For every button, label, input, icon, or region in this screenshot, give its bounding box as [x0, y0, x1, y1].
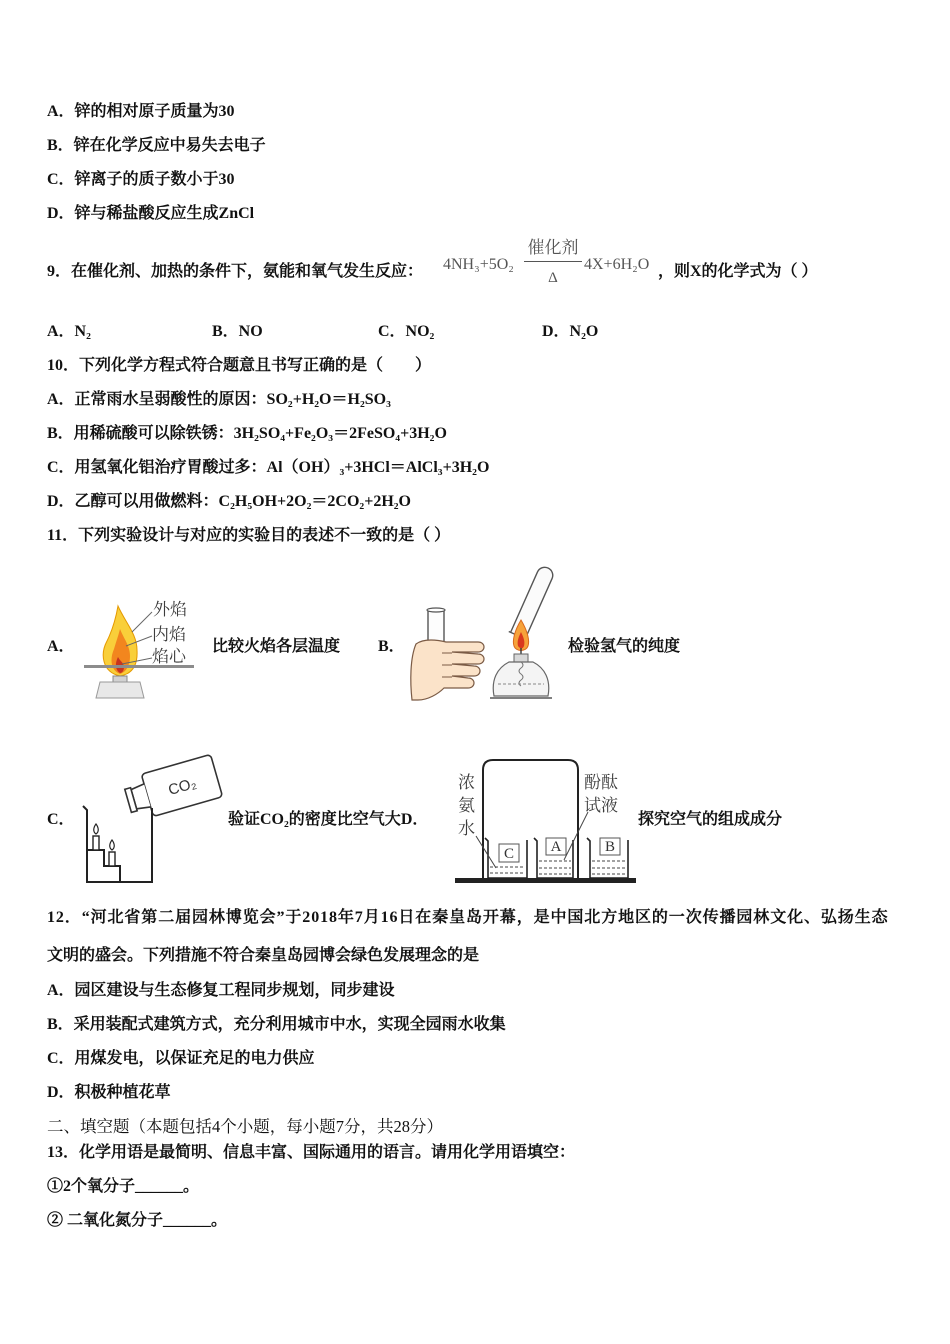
equation-reactants: 4NH₃+5O₂ [443, 256, 514, 273]
q13-item-1: ①2个氧分子______。 [47, 1178, 200, 1195]
candle-upper [93, 836, 99, 850]
candle-upper-flame [94, 824, 99, 834]
q11-option-c-caption: 验证CO₂的密度比空气大 [228, 811, 401, 828]
co2-bottle [122, 754, 223, 822]
q13-stem: 13．化学用语是最简明、信息丰富、国际通用的语言。请用化学用语填空： [47, 1144, 576, 1161]
q11-option-d-caption: 探究空气的组成成分 [638, 811, 783, 828]
co2-figure [80, 752, 226, 888]
beaker-b-label: B [604, 839, 616, 855]
equation-products: 4X+6H₂O [584, 256, 650, 273]
outer-flame-label: 外焰 [153, 600, 187, 619]
q8-option-c: C．锌离子的质子数小于30 [47, 171, 235, 188]
q9-stem-before: 9．在催化剂、加热的条件下，氨能和氧气发生反应： [47, 263, 424, 280]
q11-option-c-label: C． [47, 811, 75, 828]
lamp-body [96, 682, 144, 698]
q12-option-c: C．用煤发电，以保证充足的电力供应 [47, 1050, 315, 1067]
held-test-tube-mouth [427, 608, 445, 612]
q9-option-a: A．N₂ [47, 323, 91, 340]
base-plate [455, 878, 636, 883]
inner-flame-label: 内焰 [152, 625, 186, 644]
q12-option-b: B．采用装配式建筑方式，充分利用城市中水，实现全园雨水收集 [47, 1016, 506, 1033]
beaker-c-label: C [503, 846, 515, 862]
alcohol-lamp-body [493, 662, 549, 696]
q9-stem-after: ，则X的化学式为（ ） [658, 263, 818, 280]
hydrogen-test-figure [408, 562, 560, 704]
ammonia-label: 浓氨水 [458, 773, 475, 838]
pointer-phenolphthalein [564, 812, 588, 860]
q11-option-a-label: A． [47, 638, 75, 655]
beaker-a-label: A [550, 839, 562, 855]
co2-bottle-label: CO₂ [166, 774, 199, 799]
equation-condition-bottom: Δ [548, 270, 558, 286]
q10-option-a: A．正常雨水呈弱酸性的原因：SO₂+H₂O＝H₂SO₃ [47, 391, 391, 408]
candle-lower-flame [110, 840, 115, 850]
bell-jar [483, 760, 578, 879]
pointer-outer-flame [132, 612, 152, 632]
q11-option-d-label: D． [400, 811, 429, 828]
q11-option-b-label: B． [378, 638, 405, 655]
section2-heading: 二、填空题（本题包括4个小题，每小题7分，共28分） [47, 1117, 443, 1136]
q12-stem-line1: 12．“河北省第二届园林博览会”于2018年7月16日在秦皇岛开幕，是中国北方地区的一次传播园林文化、弘扬生态 [47, 909, 889, 926]
q9-option-c: C．NO₂ [378, 323, 435, 340]
q10-option-d: D．乙醇可以用做燃料：C₂H₅OH+2O₂＝2CO₂+2H₂O [47, 493, 412, 510]
q9-option-b: B．NO [212, 323, 263, 340]
pointer-ammonia [476, 836, 496, 868]
lamp-cap [514, 654, 528, 662]
candle-lower [109, 852, 115, 866]
q11-stem: 11．下列实验设计与对应的实验目的表述不一致的是（ ） [47, 527, 451, 544]
q12-stem-line2: 文明的盛会。下列措施不符合秦皇岛园博会绿色发展理念的是 [47, 947, 480, 964]
equation-condition-top: 催化剂 [527, 238, 579, 257]
q8-option-d: D．锌与稀盐酸反应生成ZnCl [47, 205, 255, 222]
q10-option-b: B．用稀硫酸可以除铁锈：3H₂SO₄+Fe₂O₃＝2FeSO₄+3H₂O [47, 425, 447, 442]
q11-option-a-caption: 比较火焰各层温度 [212, 638, 341, 655]
flame-core-label: 焰心 [152, 647, 186, 666]
q11-option-c-caption-row [228, 810, 428, 830]
phenolphthalein-label: 酚酞试液 [584, 773, 618, 815]
q10-stem: 10．下列化学方程式符合题意且书写正确的是（ ） [47, 357, 432, 374]
q10-option-c: C．用氢氧化铝治疗胃酸过多：Al（OH）₃+3HCl＝AlCl₃+3H₂O [47, 459, 490, 476]
q9-option-d: D．N₂O [542, 323, 599, 340]
q8-option-b: B．锌在化学反应中易失去电子 [47, 137, 266, 154]
inverted-test-tube [509, 564, 557, 640]
q12-option-a: A．园区建设与生态修复工程同步规划，同步建设 [47, 982, 395, 999]
q8-option-a: A．锌的相对原子质量为30 [47, 103, 235, 120]
q11-option-b-caption: 检验氢气的纯度 [568, 638, 681, 655]
equation-arrow-line [524, 261, 582, 262]
q13-item-2: ② 二氧化氮分子______。 [47, 1212, 228, 1229]
q12-option-d: D．积极种植花草 [47, 1084, 171, 1101]
lamp-neck [113, 676, 127, 682]
hand [411, 640, 484, 700]
